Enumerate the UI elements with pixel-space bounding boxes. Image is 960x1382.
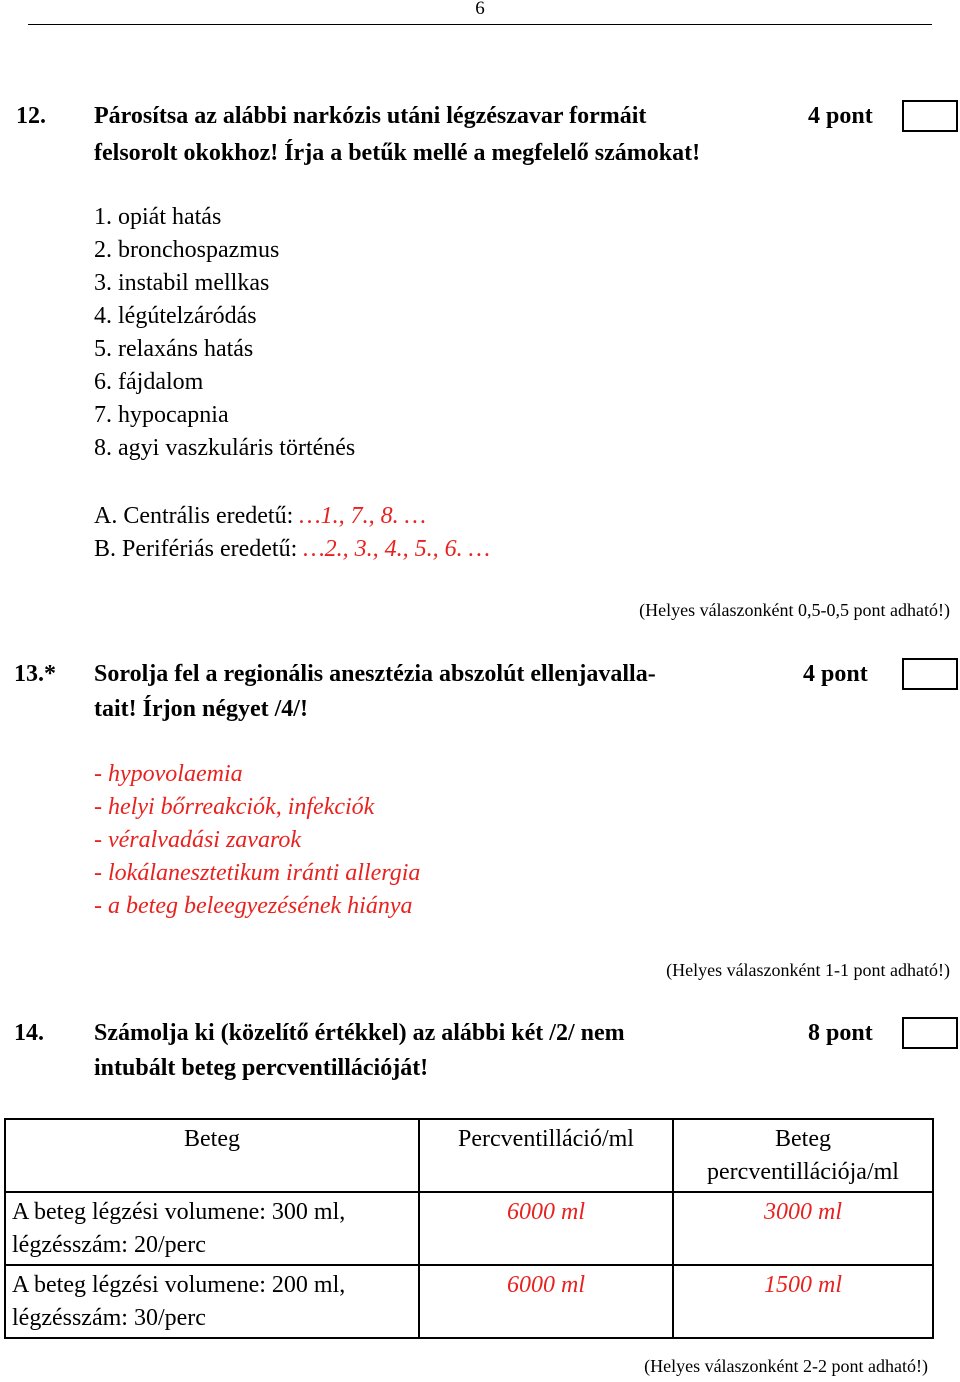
q13-text-line1: Sorolja fel a regionális anesztézia abszolút ellenjavalla-: [94, 661, 656, 687]
q12-answer-b-value: …2., 3., 4., 5., 6. …: [303, 536, 490, 562]
q13-number: 13.*: [14, 661, 56, 687]
q12-item: 3. instabil mellkas: [94, 270, 270, 296]
table-cell-patient: [5, 1265, 419, 1338]
q14-text-line1: Számolja ki (közelítő értékkel) az alábbi két /2/ nem: [94, 1020, 625, 1046]
q13-answer: - helyi bőrreakciók, infekciók: [94, 794, 375, 820]
q12-answer-a-label: A. Centrális eredetű:: [94, 503, 300, 529]
q12-number: 12.: [16, 103, 46, 129]
patient-line2: légzésszám: 20/perc: [12, 1232, 206, 1258]
q12-item: 2. bronchospazmus: [94, 237, 280, 263]
q14-scoring-note: (Helyes válaszonként 2-2 pont adható!): [644, 1356, 928, 1376]
table-row: [5, 1192, 933, 1265]
page-number: 6: [475, 0, 485, 19]
q12-item: 1. opiát hatás: [94, 204, 222, 230]
table-header-patient: Beteg: [5, 1119, 419, 1192]
q13-answer: - véralvadási zavarok: [94, 827, 302, 853]
table-row: [5, 1265, 933, 1338]
table-cell-patient: [5, 1192, 419, 1265]
q13-score-box[interactable]: [902, 658, 958, 690]
q13-answer: - a beteg beleegyezésének hiánya: [94, 893, 413, 919]
q12-item: 7. hypocapnia: [94, 402, 229, 428]
table-header-minute-ventilation: Percventilláció/ml: [419, 1119, 673, 1192]
table-cell-minute-ventilation: 6000 ml: [419, 1265, 673, 1338]
q12-answer-b: [94, 536, 490, 563]
q13-answer: - hypovolaemia: [94, 761, 243, 787]
q12-text-line1: Párosítsa az alábbi narkózis utáni légzészavar formáit: [94, 103, 647, 129]
patient-line1: A beteg légzési volumene: 300 ml,: [12, 1199, 346, 1225]
patient-line2: légzésszám: 30/perc: [12, 1305, 206, 1331]
table-header-row: [5, 1119, 933, 1192]
q12-answer-b-label: B. Perifériás eredetű:: [94, 536, 304, 562]
q13-scoring-note: (Helyes válaszonként 1-1 pont adható!): [666, 960, 950, 980]
q12-points: 4 pont: [808, 103, 873, 129]
q12-text-line2: felsorolt okokhoz! Írja a betűk mellé a megfelelő számokat!: [94, 140, 701, 166]
patient-line1: A beteg légzési volumene: 200 ml,: [12, 1272, 346, 1298]
q12-item: 8. agyi vaszkuláris történés: [94, 435, 356, 461]
header-rule: [28, 24, 932, 25]
q12-score-box[interactable]: [902, 100, 958, 132]
q13-answer: - lokálanesztetikum iránti allergia: [94, 860, 421, 886]
q14-score-box[interactable]: [902, 1017, 958, 1049]
q12-scoring-note: (Helyes válaszonként 0,5-0,5 pont adható!): [639, 600, 950, 620]
q14-points: 8 pont: [808, 1020, 873, 1046]
q12-answer-a: [94, 503, 426, 530]
table-header-patient-ventilation: Beteg percventillációja/ml: [673, 1119, 933, 1192]
q12-item: 6. fájdalom: [94, 369, 204, 395]
q14-text-line2: intubált beteg percventillációját!: [94, 1055, 429, 1081]
table-cell-patient-ventilation: 3000 ml: [673, 1192, 933, 1265]
table-cell-patient-ventilation: 1500 ml: [673, 1265, 933, 1338]
q13-text-line2: tait! Írjon négyet /4/!: [94, 696, 308, 722]
ventilation-table: [4, 1118, 934, 1339]
q12-item: 5. relaxáns hatás: [94, 336, 254, 362]
q14-number: 14.: [14, 1020, 44, 1046]
q12-item: 4. légútelzáródás: [94, 303, 257, 329]
table-cell-minute-ventilation: 6000 ml: [419, 1192, 673, 1265]
q12-answer-a-value: …1., 7., 8. …: [299, 503, 426, 529]
q13-points: 4 pont: [803, 661, 868, 687]
